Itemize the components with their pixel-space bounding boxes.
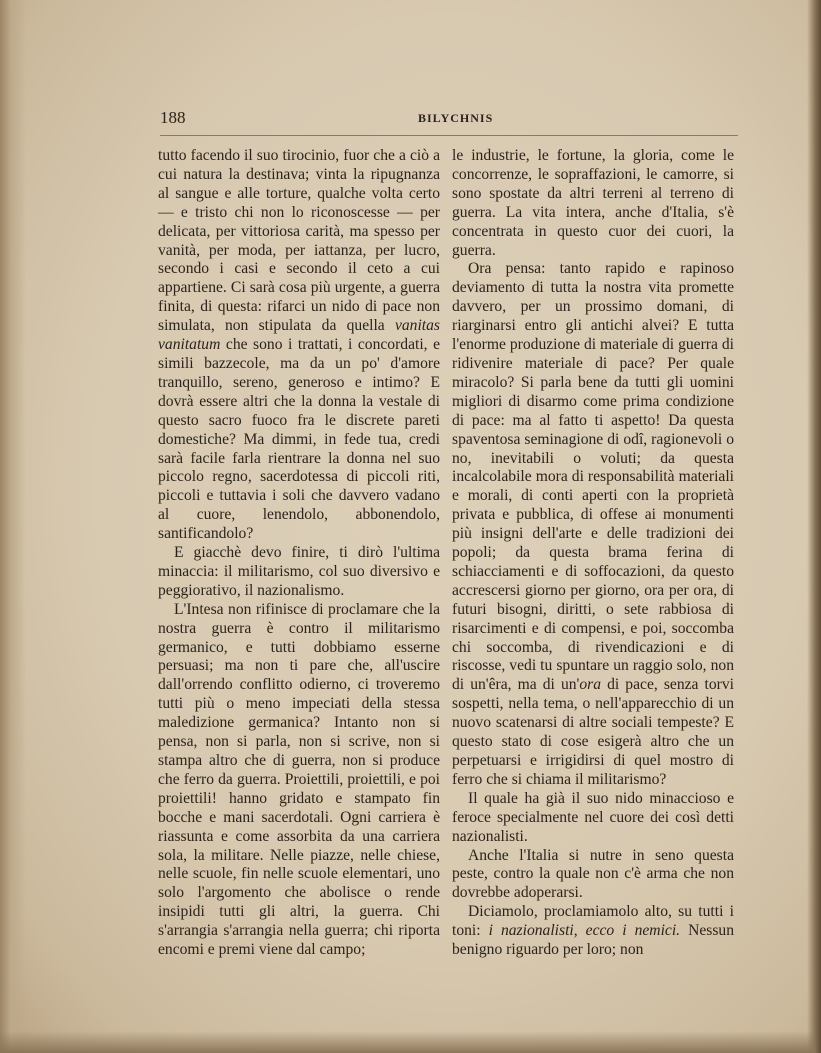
left-p1-rest: che sono i trattati, i concordati, e simili bazzecole, ma da un po' d'amore tranquillo, sereno, generoso e intimo? E dovrà essere altri che la donna la vestale di questo sacro fuoco fra le discrete pareti domestiche? Ma dimmi, in fede tua, credi sarà facile farla rientrare la donna nel suo piccolo regno, sacerdotessa di piccoli riti, piccoli e tuttavia i soli che davvero vadano al cuore, lenendolo, abbonendolo, santificandolo?	[158, 336, 440, 543]
right-paragraph-1: le industrie, le fortune, la gloria, come le concorrenze, le sopraffazioni, le camorre, si sono spostate da altri terreni al terreno di guerra. La vita intera, anche d'Italia, s'è concentrata in questo cuor dei cuori, la guerra.	[452, 147, 734, 259]
left-paragraph-1	[158, 147, 440, 544]
right-paragraph-2	[452, 260, 734, 789]
left-paragraph-2: E giacchè devo finire, ti dirò l'ultima minaccia: il militarismo, col suo diversivo e peggiorativo, il nazionalismo.	[158, 544, 440, 599]
right-p2-text: Ora pensa: tanto rapido e rapinoso deviamento di tutta la nostra vita promette davvero, per un prossimo domani, di riarginarsi entro gli antichi alvei? E tutta l'enorme produzione di materiale di guerra di ridivenire materiale di pace? Per quale miracolo? Si parla bene da tutti gli uomini migliori di disarmo come prima condizione di pace: ma al fatto ti aspetto! Da questa spaventosa seminagione di odî, ragionevoli o no, inevitabili o voluti; da questa incalcolabile mora di responsabilità materiali e morali, di conti aperti con la proprietà privata e pubblica, di offese ai monumenti più insigni dell'arte e delle tradizioni dei popoli; da questa brama ferina di schiacciamenti e di soffocazioni, da questo accrescersi giorno per giorno, ora per ora, di futuri bisogni, diritti, o sete rabbiosa di risarcimenti e di compensi, e poi, soccomba chi soccomba, di rivendicazioni e di riscosse, vedi tu spuntare un raggio solo, non di un'êra, ma di un'	[452, 260, 734, 694]
left-p1-italic: vanitas vanitatum	[158, 317, 440, 354]
right-p5-rest: Nessun benigno riguardo per loro; non	[452, 922, 734, 959]
right-p5-italic: i nazionalisti, ecco i nemici.	[488, 922, 681, 940]
right-p5-text: Diciamolo, proclamiamolo alto, su tutti i toni:	[452, 903, 734, 940]
left-column	[158, 147, 440, 960]
right-paragraph-4: Anche l'Italia si nutre in seno questa peste, contro la quale non c'è arma che non dovrebbe adoperarsi.	[452, 846, 734, 902]
header-rule	[160, 135, 738, 136]
left-p1-text: tutto facendo il suo tirocinio, fuor che a ciò a cui natura la destinava; vinta la ripugnanza al sangue e alle torture, qualche volta certo — e tristo chi non lo riconoscesse — per delicata, per vittoriosa carità, ma spesso per vanità, per moda, per iattanza, per lucro, secondo i casi e secondo il ceto a cui appartiene. Ci sarà cosa più urgente, a guerra finita, di questa: rifarci un nido di pace non simulata, non stipulata da quella	[158, 147, 440, 335]
left-paragraph-3: L'Intesa non rifinisce di proclamare che la nostra guerra è contro il militarismo germanico, e tutti dobbiamo esserne persuasi; ma non ti pare che, all'uscire dall'orrendo conflitto odierno, ci troveremo tutti più o meno impeciati della stessa maledizione germanica? Intanto non si pensa, non si parla, non si scrive, non si stampa altro che di guerra, non si produce che ferro da guerra. Proiettili, proiettili, e poi proiettili! hanno gridato e stampato fin bocche e mani sacerdotali. Ogni carriera è riassunta e come assorbita da una carriera sola, la militare. Nelle piazze, nelle chiese, nelle scuole, fin nelle scuole elementari, uno solo l'argomento che abolisce o rende insipidi tutti gli altri, la guerra. Chi s'arrangia s'arrangia nella guerra; chi riporta encomi e premi viene dal campo;	[158, 600, 440, 959]
right-p2-rest: di pace, senza torvi sospetti, nella tema, o nell'apparecchio di un nuovo scatenarsi di altre sociali tempeste? E questo stato di cose esigerà altro che un perpetuarsi e irrigidirsi di quel mostro di ferro che si chiama il militarismo?	[452, 676, 734, 788]
running-title: BILYCHNIS	[418, 111, 494, 125]
right-paragraph-5	[452, 903, 734, 960]
page-number: 188	[160, 108, 186, 127]
right-p2-italic: ora	[579, 676, 602, 694]
right-paragraph-3: Il quale ha già il suo nido minaccioso e feroce specialmente nel cuore dei così detti nazionalisti.	[452, 789, 734, 845]
page-bottom-edge	[0, 1031, 821, 1053]
right-column	[452, 147, 734, 960]
page-header	[160, 108, 735, 132]
